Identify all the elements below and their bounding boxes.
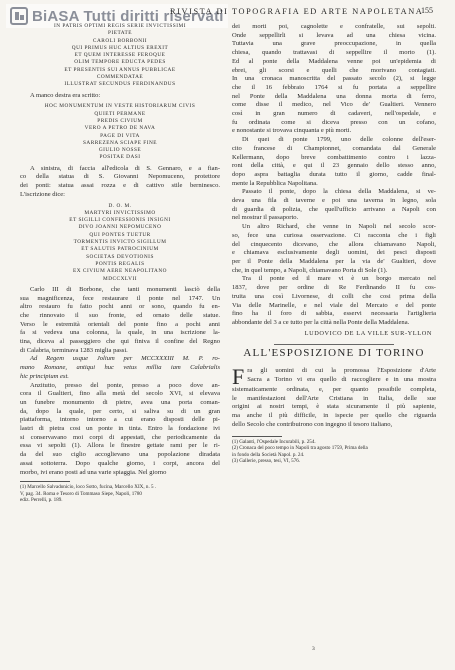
text-line: ebrei, gli scorsi e quelli che morivano contagiati. — [232, 66, 436, 74]
text-line: Ad Regem usque Jolium per MCCXXXIII M. P. ro- — [30, 355, 220, 363]
inscription-line: CAROLI BORBONII — [92, 37, 148, 44]
footnote-line: (3) Gallerie, presso, tesi, VI, 576. — [232, 458, 301, 465]
section-divider — [274, 344, 394, 345]
text-line: dei ponti: statua assai rozza e di cattivo stile berninesco. — [20, 182, 220, 190]
text-line: mente la Repubblica Napolitana. — [232, 179, 318, 187]
text-line: fino ha il foro di sabbia, esservi necessaria l'artiglieria — [232, 310, 436, 318]
inscription-line: SOCIETAS DEVOTIONIS — [86, 253, 154, 260]
paragraph-richard — [232, 223, 436, 275]
footnote-line: in fondo della Società Napol. p. 24. — [232, 451, 305, 458]
inscription-line: COMMENDATAE — [96, 74, 144, 81]
inscription-bridge — [20, 23, 220, 89]
inscription-line: ET SIGILLI CONFESSIONIS INSIGNI — [69, 217, 171, 224]
paragraph-latin-quote — [20, 355, 220, 381]
inscription-line: ET SALUTIS PATROCINIUM — [81, 246, 159, 253]
section-title: ALL'ESPOSIZIONE DI TORINO — [243, 347, 425, 360]
text-line: deva una fila di taverne e poi una taverna in legno, sola — [232, 197, 436, 205]
paragraph-statue — [20, 165, 220, 200]
right-column — [232, 23, 436, 465]
inscription-line: ET QUEM INTERESSE FEROQUE — [74, 52, 166, 59]
text-line: cora il Gualtieri, fino alla metà del secolo XVI, si elevava — [20, 390, 220, 398]
inscription-line: PIETATE — [108, 30, 132, 37]
text-line: per il Ponte della Maddalena per la via de' Gualtieri, dove — [232, 257, 436, 265]
text-line: Tuttavia una grave preoccupazione, in quella — [232, 40, 436, 48]
inscription-line: HOC MONUMENTUM IN VESTE HISTORIARUM CIVIS — [44, 103, 196, 110]
running-head: RIVISTA DI TOPOGRAFIA ED ARTE NAPOLETANA — [170, 7, 424, 16]
paragraph-1799 — [232, 136, 436, 188]
text-line: dopo aspra battaglia durata tutto il giorno, cadde final- — [232, 170, 436, 178]
text-line: che, in quel tempo, a Napoli, chiamavano Porta di Sole (1). — [232, 266, 388, 274]
text-line: Di quei di ponte 1799, uno delle colonne dell'eser- — [242, 136, 436, 144]
page-number: 155 — [421, 6, 433, 15]
text-line: Carlo III di Borbone, che tanti monumenti lasciò della — [30, 285, 220, 293]
paragraph-taverns — [232, 188, 436, 223]
text-line: Sacra a Torino vi era quello di raccogliere e in una mostra — [247, 375, 436, 383]
footnotes-left — [20, 484, 220, 504]
text-line: truita una così Livornese, di colli che cosi prima della — [232, 292, 436, 300]
paragraph-market — [232, 275, 436, 327]
inscription-line: ILLUSTRAT SECUNDUS FERDINANDUS — [64, 81, 176, 88]
dropcap-letter: F — [232, 364, 245, 390]
paragraph-exhibition — [232, 386, 436, 430]
inscription-line: ET PRESENTIS SUI ANNUS PUBBLICAE — [64, 66, 176, 73]
text-line: da del suo ciglio accoglievano una popolazione diradata — [20, 451, 220, 459]
inscription-caption: A manco destra era scritto: — [30, 91, 101, 99]
text-line: mano Romane, antiqui huc vetus millia iam Calabrialis — [20, 364, 220, 372]
inscription-line: POSITAE DASI — [99, 154, 141, 161]
inscription-line: MARTYRI INVICTISSIMO — [84, 209, 156, 216]
text-line: sua magnificenza, fece restaurare il ponte nel 1747. Un — [20, 294, 220, 302]
text-line: di guardia di polizia, che quell'ufficio arrivano a Napoli con — [232, 205, 436, 213]
footnote-line: ediz. Perrelli, p. 189. — [20, 497, 63, 504]
text-line: Tra il ponte ed il mare vi è un borgo mercato nel — [242, 275, 436, 283]
inscription-line: SARREZENA SCIAPE FINE — [82, 139, 158, 146]
text-line: fa si vedeva una colonna, la quale, in una iscrizione la- — [20, 329, 220, 337]
text-line: Onde seppellirli si levava ad una chiesa vicina. — [232, 31, 436, 39]
inscription-line: VERO A PETRO DE NAVA — [84, 125, 156, 132]
text-line: altro restauro fu fatto pochi anni or sono, quando fu en- — [20, 303, 220, 311]
text-line: Un altro Richard, che venne in Napoli nel secolo scor- — [242, 223, 436, 231]
text-line: le manifestazioni dell'Arte Cristiana in Italia, delle sue — [232, 394, 436, 402]
text-line: Passato il ponte, dopo la chiesa della Maddalena, si ve- — [242, 188, 436, 196]
text-line: co della statua di S. Giovanni Nepomuceno, protettore — [20, 173, 220, 181]
text-line: così in gran numero di cadaveri, nell'ospedale, e — [232, 110, 436, 118]
text-line: piattaforma, intorno intorno a cui erano disposti delle pi- — [20, 416, 220, 424]
text-line: In una cronaca manoscritta del passato secolo (2), si legge — [232, 75, 436, 83]
inscription-line: TORMENTIS INVICTO SIGILLUM — [73, 239, 167, 246]
author-signature: LUDOVICO DE LA VILLE SUR-YLLON — [304, 329, 432, 337]
text-line: assai sottoterra. Dopo qualche giorno, i corpi, ancora del — [20, 459, 220, 467]
inscription-line: OLIM TEMPORE EDUCTA PEDES — [74, 59, 166, 66]
text-line: e nonostante si trovava cinquanta e più morti. — [232, 127, 352, 135]
text-line: A sinistra, di faccia all'edicola di S. Gennaro, e a fian- — [30, 164, 220, 172]
inscription-line: D. O. M. — [108, 202, 132, 209]
text-line: che il 16 febbraio 1764 si fu portata a seppellire — [232, 83, 436, 91]
paragraph-restoration — [20, 286, 220, 356]
inscription-line: PAGE DI VITA — [100, 132, 140, 139]
text-line: Anzitutto, presso del ponte, presso a poco dove an- — [30, 381, 220, 389]
paragraph-monument — [20, 382, 220, 478]
text-line: ma anche il più difficile, in ispecie per quello che riguarda — [232, 412, 436, 420]
text-line: un funebre monumento di pietre, avea una porta coman- — [20, 398, 220, 406]
footnote-rule-right — [232, 436, 282, 437]
text-line: Kellermann, dopo breve combattimento contro i lazza- — [232, 153, 436, 161]
text-line: morbo, ivi erano posti ad una varie spiaggia. Nel giorno — [20, 468, 167, 476]
text-line: essa vi sepolti (1). Allora le finestre gettate rami per le ri- — [20, 442, 220, 450]
text-line: sistematicamente ordinata, e, per quanto possibile completa, — [232, 386, 436, 394]
text-line: del cinquecento dicevano, che allora chiamavano Napoli, — [232, 240, 436, 248]
inscription-line: GIULIO NOSSE — [98, 147, 142, 154]
text-line: dello Secolo che contribuirono con ingegno il tesoro italiano, — [232, 420, 393, 428]
text-line: fu ordinata come si diceva presso con un cofano, — [232, 118, 436, 126]
inscription-line: QUIETI PERMANE — [94, 110, 146, 117]
text-line: da, dopo la quale, per certo, si saliva su di un gran — [20, 407, 220, 415]
left-column — [20, 23, 220, 504]
text-line: roni della città, e qui il 23 gennaio dello stesso anno, — [232, 162, 436, 170]
text-line: chiesa, quando trattavasi di seppellire il morto (1). — [232, 49, 436, 57]
inscription-line: QUI PONTES TUETUR — [89, 231, 151, 238]
text-line: lastri di pietra cosi un ponte in tinta. Entro la fondazione ivi — [20, 425, 220, 433]
text-line: che rinnovato il suo fronte, ed ornato delle statue. — [20, 311, 220, 319]
inscription-line: MDCCXLVII — [102, 275, 138, 282]
text-line: dei morti poi, cagnolette e confratelle, sui sepolti. — [232, 23, 436, 30]
text-line: nel mostrar il passaporto. — [232, 214, 299, 222]
inscription-line: QUI PRIMUS HUC ALTIUS EREXIT — [71, 44, 169, 51]
footnote-line: V, pag. 34. Roma e Tesoro di Tommaso Siepe, Napoli, 1780 — [20, 490, 142, 497]
inscription-line: EX CIVIUM AERE NEAPOLITANO — [73, 268, 167, 275]
text-line: e chiamava esclusivamente degli uomini, dei pesci disposti — [232, 249, 436, 257]
inscription-nepomuceno — [20, 203, 220, 283]
text-line: si conservavano moi corpi di appestati, che periodicamente da — [20, 433, 220, 441]
text-line: nel Ponte della Maddalena una donna morta di ferro, — [232, 92, 436, 100]
paragraph-burials — [232, 23, 436, 136]
text-line: L'iscrizione dice: — [20, 190, 65, 198]
text-line: Via delle Marinelle, e nel viale del Mercato e del ponte — [232, 301, 436, 309]
text-line: abbondante del 3 a ce tutto per la città nella Ponte della Maddalena. — [232, 318, 410, 326]
signature-mark: 3 — [312, 646, 315, 652]
text-line: Ed al ponte della Maddalena venne poi un'epidemia di — [232, 57, 436, 65]
inscription-left — [20, 103, 220, 161]
text-line: hic principium est. — [20, 372, 69, 380]
text-line: origini ai nostri tempi, è stata sicuramente il più sapiente, — [232, 403, 436, 411]
text-line: di Calabria, terminava 1283 miglia passi. — [20, 346, 128, 354]
footnote-line: (1) Galanti, l'Ospedale Incurabili, p. 254. — [232, 438, 316, 445]
text-line: ra gli uomini di cui la promossa l'Esposizione d'Arte — [247, 367, 436, 375]
inscription-line: PREDIS CIVIUM — [97, 117, 143, 124]
text-line: tina, diceva al passeggiero che qui finiva il confine del Regno — [20, 338, 220, 346]
footnote-rule — [20, 481, 70, 482]
inscription-line: IN PATRIS OPTIMI REGIS SERIE INVICTISSIMI — [54, 23, 186, 29]
footnote-line: (2) Cronaca del poco tempo in Napoli tra agosto 1759, Prima della — [232, 445, 368, 452]
dropcap-lines — [247, 367, 436, 384]
footnotes-right — [232, 439, 436, 465]
footnote-line: (1) Marcello Salvadonicio, loco Sotto, fucina, Marcello XIX, n. 5 . — [20, 484, 157, 491]
watermark-text: BiASA Tutti diritti riservati — [32, 7, 224, 25]
text-line: Verso le estremità orientali del ponte fino a pochi anni — [20, 320, 220, 328]
text-line: cito francese di Championnet, comandata dal Generale — [232, 144, 436, 152]
text-line: so, fece una curiosa osservazione. Ci racconta che i figli — [232, 231, 436, 239]
inscription-line: DIVO JOANNI NEPOMUCENO — [78, 224, 162, 231]
text-line: come disse il medico, nel Vico de' Gualtieri. Vennero — [232, 101, 436, 109]
inscription-line: PONTIS REGALIS — [95, 260, 145, 267]
text-line: 1837, dove per ordine di Re Ferdinando II fu cos- — [232, 284, 436, 292]
